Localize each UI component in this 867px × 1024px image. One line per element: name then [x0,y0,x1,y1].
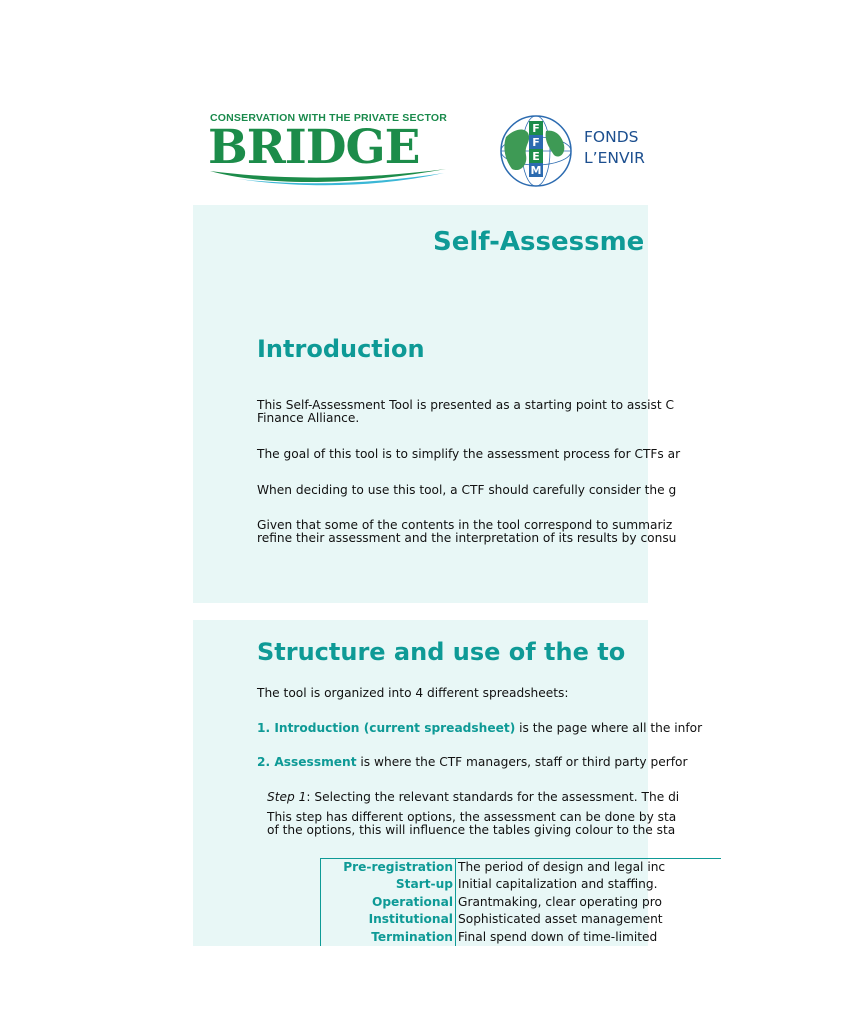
intro-p4-line2: refine their assessment and the interpretation of its results by consu [257,531,677,545]
ffem-letter-f2: F [532,136,540,149]
stages-table [320,858,721,946]
intro-p1-line2: Finance Alliance. [257,411,360,425]
ffem-letter-f1: F [532,122,540,135]
header-logos [0,0,768,205]
structure-item-1 [257,722,857,735]
stage-row [321,859,721,876]
stage-name: Termination [321,929,456,946]
ffem-line2: L’ENVIR [584,149,645,167]
stage-desc: Initial capitalization and staffing. [458,877,658,892]
ffem-logo [498,115,648,187]
item1-label[interactable]: 1. Introduction (current spreadsheet) [257,721,516,735]
globe-icon [498,115,578,187]
stage-desc: The period of design and legal inc [458,860,666,874]
ffem-letter-m: M [530,164,542,177]
intro-paragraph-3: When deciding to use this tool, a CTF should carefully consider the g [257,483,677,497]
stage-name: Pre-registration [321,859,456,876]
structure-heading: Structure and use of the to [257,638,626,666]
intro-p4-line1: Given that some of the contents in the tool correspond to summariz [257,518,673,532]
step1-label: Step 1 [267,790,307,804]
bridge-tagline: CONSERVATION WITH THE PRIVATE SECTOR [210,112,448,124]
ffem-line1: FONDS [584,128,639,146]
stage-desc: Final spend down of time-limited [458,929,658,944]
step1-line2: This step has different options, the assessment can be done by sta [267,810,677,824]
stage-name: Institutional [321,911,456,928]
introduction-panel [193,205,681,603]
stage-row [321,876,721,893]
stage-desc: Sophisticated asset management [458,912,663,927]
item2-rest: is where the CTF managers, staff or third party perfor [356,755,688,769]
intro-paragraph-1 [257,399,857,425]
introduction-heading: Introduction [257,335,425,363]
stage-row [321,929,721,946]
intro-paragraph-2: The goal of this tool is to simplify the assessment process for CTFs ar [257,447,681,461]
structure-intro: The tool is organized into 4 different spreadsheets: [257,686,569,700]
structure-panel [193,620,703,946]
stage-name: Start-up [321,876,456,893]
ffem-letter-e: E [532,150,540,163]
step1-rest: : Selecting the relevant standards for the assessment. The di [306,790,680,804]
step1-text [267,791,867,837]
ffem-text [584,127,645,169]
intro-p1-line1: This Self-Assessment Tool is presented as a starting point to assist C [257,398,674,412]
stage-row [321,894,721,911]
stage-name: Operational [321,894,456,911]
stage-desc: Grantmaking, clear operating pro [458,894,662,909]
bridge-wordmark: BRIDGE [208,120,420,175]
item2-label[interactable]: 2. Assessment [257,755,357,769]
page-title: Self-Assessme [433,227,645,257]
structure-item-2 [257,756,857,769]
step1-line3: of the options, this will influence the tables giving colour to the sta [267,823,676,837]
stage-row [321,911,721,928]
bridge-logo [208,112,448,187]
item1-rest: is the page where all the infor [515,721,703,735]
intro-paragraph-4 [257,519,857,545]
